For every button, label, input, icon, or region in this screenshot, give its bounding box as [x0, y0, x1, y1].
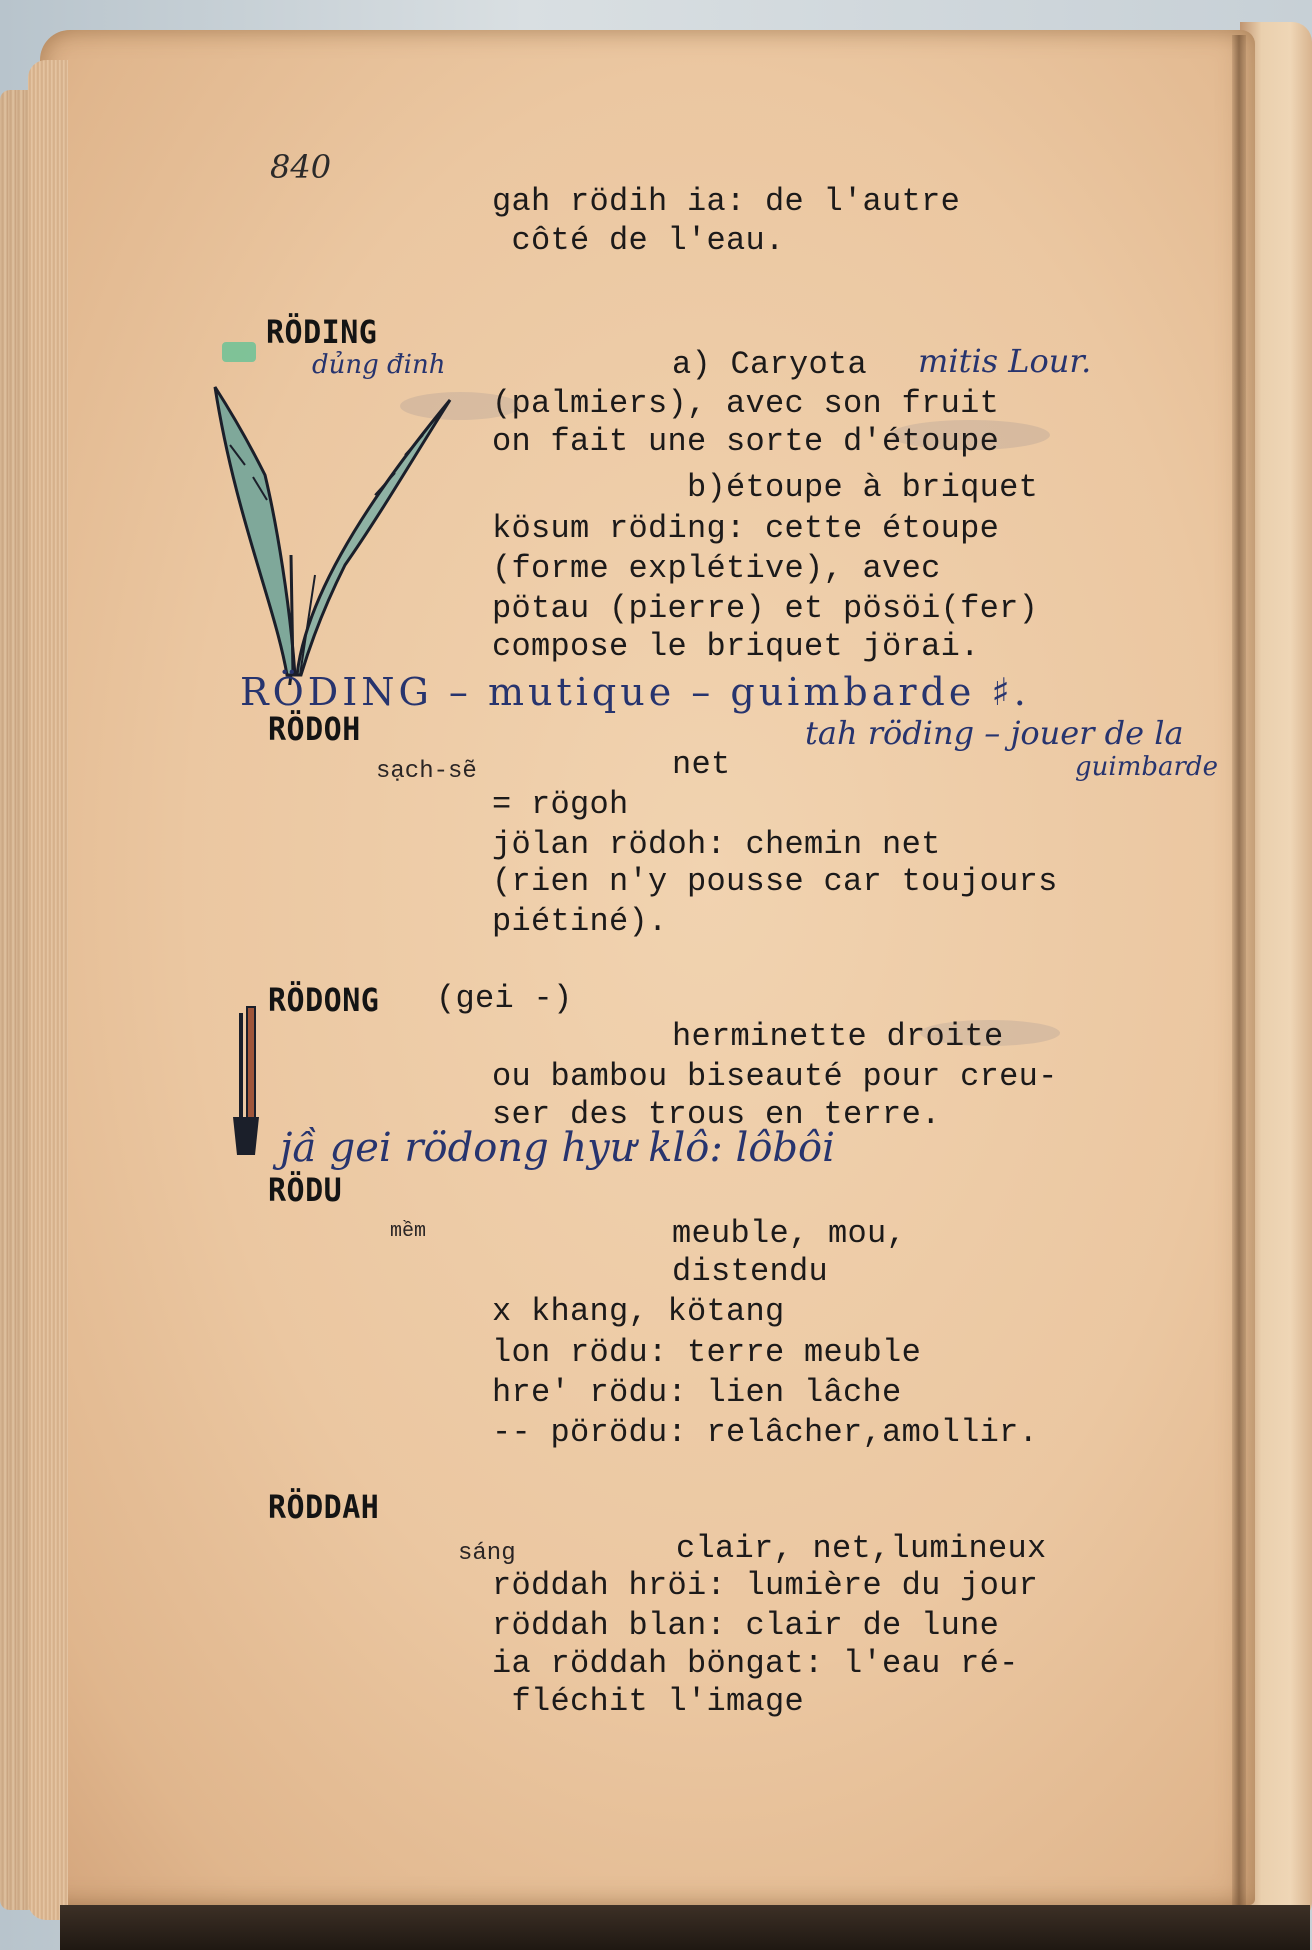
definition-head: a) Caryota	[672, 346, 868, 383]
headword-rodu: RÖDU	[268, 1171, 343, 1210]
highlight-mark	[222, 342, 256, 362]
viet-gloss-handwritten: dủng đinh	[312, 350, 446, 380]
viet-gloss: mềm	[390, 1220, 427, 1243]
definition-line: ou bambou biseauté pour creu-	[492, 1058, 1058, 1095]
book-gutter	[1232, 35, 1246, 1915]
definition-line: b)étoupe à briquet	[492, 469, 1039, 506]
definition-head: meuble, mou,	[672, 1215, 907, 1252]
definition-line: = rögoh	[492, 786, 629, 823]
handwritten-note: RÖDING – mutique – guimbarde ♯.	[240, 670, 1030, 714]
definition-line: ser des trous en terre.	[492, 1096, 941, 1133]
definition-line: x khang, kötang	[492, 1293, 785, 1330]
definition-line: jölan rödoh: chemin net	[492, 826, 941, 863]
headword-roding: RÖDING	[266, 313, 378, 352]
definition-line: -- pörödu: relâcher,amollir.	[492, 1414, 1039, 1451]
definition-line: compose le briquet jörai.	[492, 628, 980, 665]
definition-line: röddah hröi: lumière du jour	[492, 1567, 1039, 1604]
headword-roddah: RÖDDAH	[268, 1488, 380, 1527]
viet-gloss: sạch-sẽ	[376, 758, 477, 785]
adze-drawing	[225, 1005, 275, 1165]
definition-line: piétiné).	[492, 903, 668, 940]
definition-head: herminette droite	[672, 1018, 1004, 1055]
definition-line: (forme explétive), avec	[492, 550, 941, 587]
handwritten-note: guimbarde	[1075, 752, 1218, 782]
definition-head: clair, net,lumineux	[676, 1530, 1047, 1567]
definition-line: (palmiers), avec son fruit	[492, 385, 1000, 422]
headword-suffix: (gei -)	[436, 980, 573, 1017]
bottom-shadow	[60, 1905, 1310, 1950]
definition-line: lon rödu: terre meuble	[492, 1334, 922, 1371]
leaf-left	[215, 387, 295, 675]
intro-line: côté de l'eau.	[492, 222, 785, 259]
page-stack	[28, 60, 68, 1920]
definition-line: kösum röding: cette étoupe	[492, 510, 1000, 547]
definition-line: pötau (pierre) et pösöi(fer)	[492, 590, 1039, 627]
definition-line: fléchit l'image	[492, 1683, 805, 1720]
viet-gloss: sáng	[458, 1540, 516, 1567]
leaf-right	[297, 400, 450, 675]
intro-line: gah rödih ia: de l'autre	[492, 183, 961, 220]
headword-rodong: RÖDONG	[268, 981, 380, 1020]
palm-leaf-drawing	[205, 375, 465, 685]
definition-line: hre' rödu: lien lâche	[492, 1374, 902, 1411]
handwritten-note: jầ gei rödong hyư klô: lôbôi	[280, 1125, 835, 1171]
definition-line: (rien n'y pousse car toujours	[492, 863, 1058, 900]
definition-line: ia röddah böngat: l'eau ré-	[492, 1645, 1019, 1682]
definition-head: distendu	[672, 1253, 829, 1290]
handwritten-note: tah röding – jouer de la	[805, 714, 1184, 752]
definition-line: on fait une sorte d'étoupe	[492, 423, 1000, 460]
handwritten-annotation: mitis Lour.	[918, 342, 1092, 380]
page-number: 840	[270, 148, 332, 186]
definition-head: net	[672, 746, 731, 783]
headword-rodoh: RÖDOH	[268, 710, 361, 749]
definition-line: röddah blan: clair de lune	[492, 1607, 1000, 1644]
